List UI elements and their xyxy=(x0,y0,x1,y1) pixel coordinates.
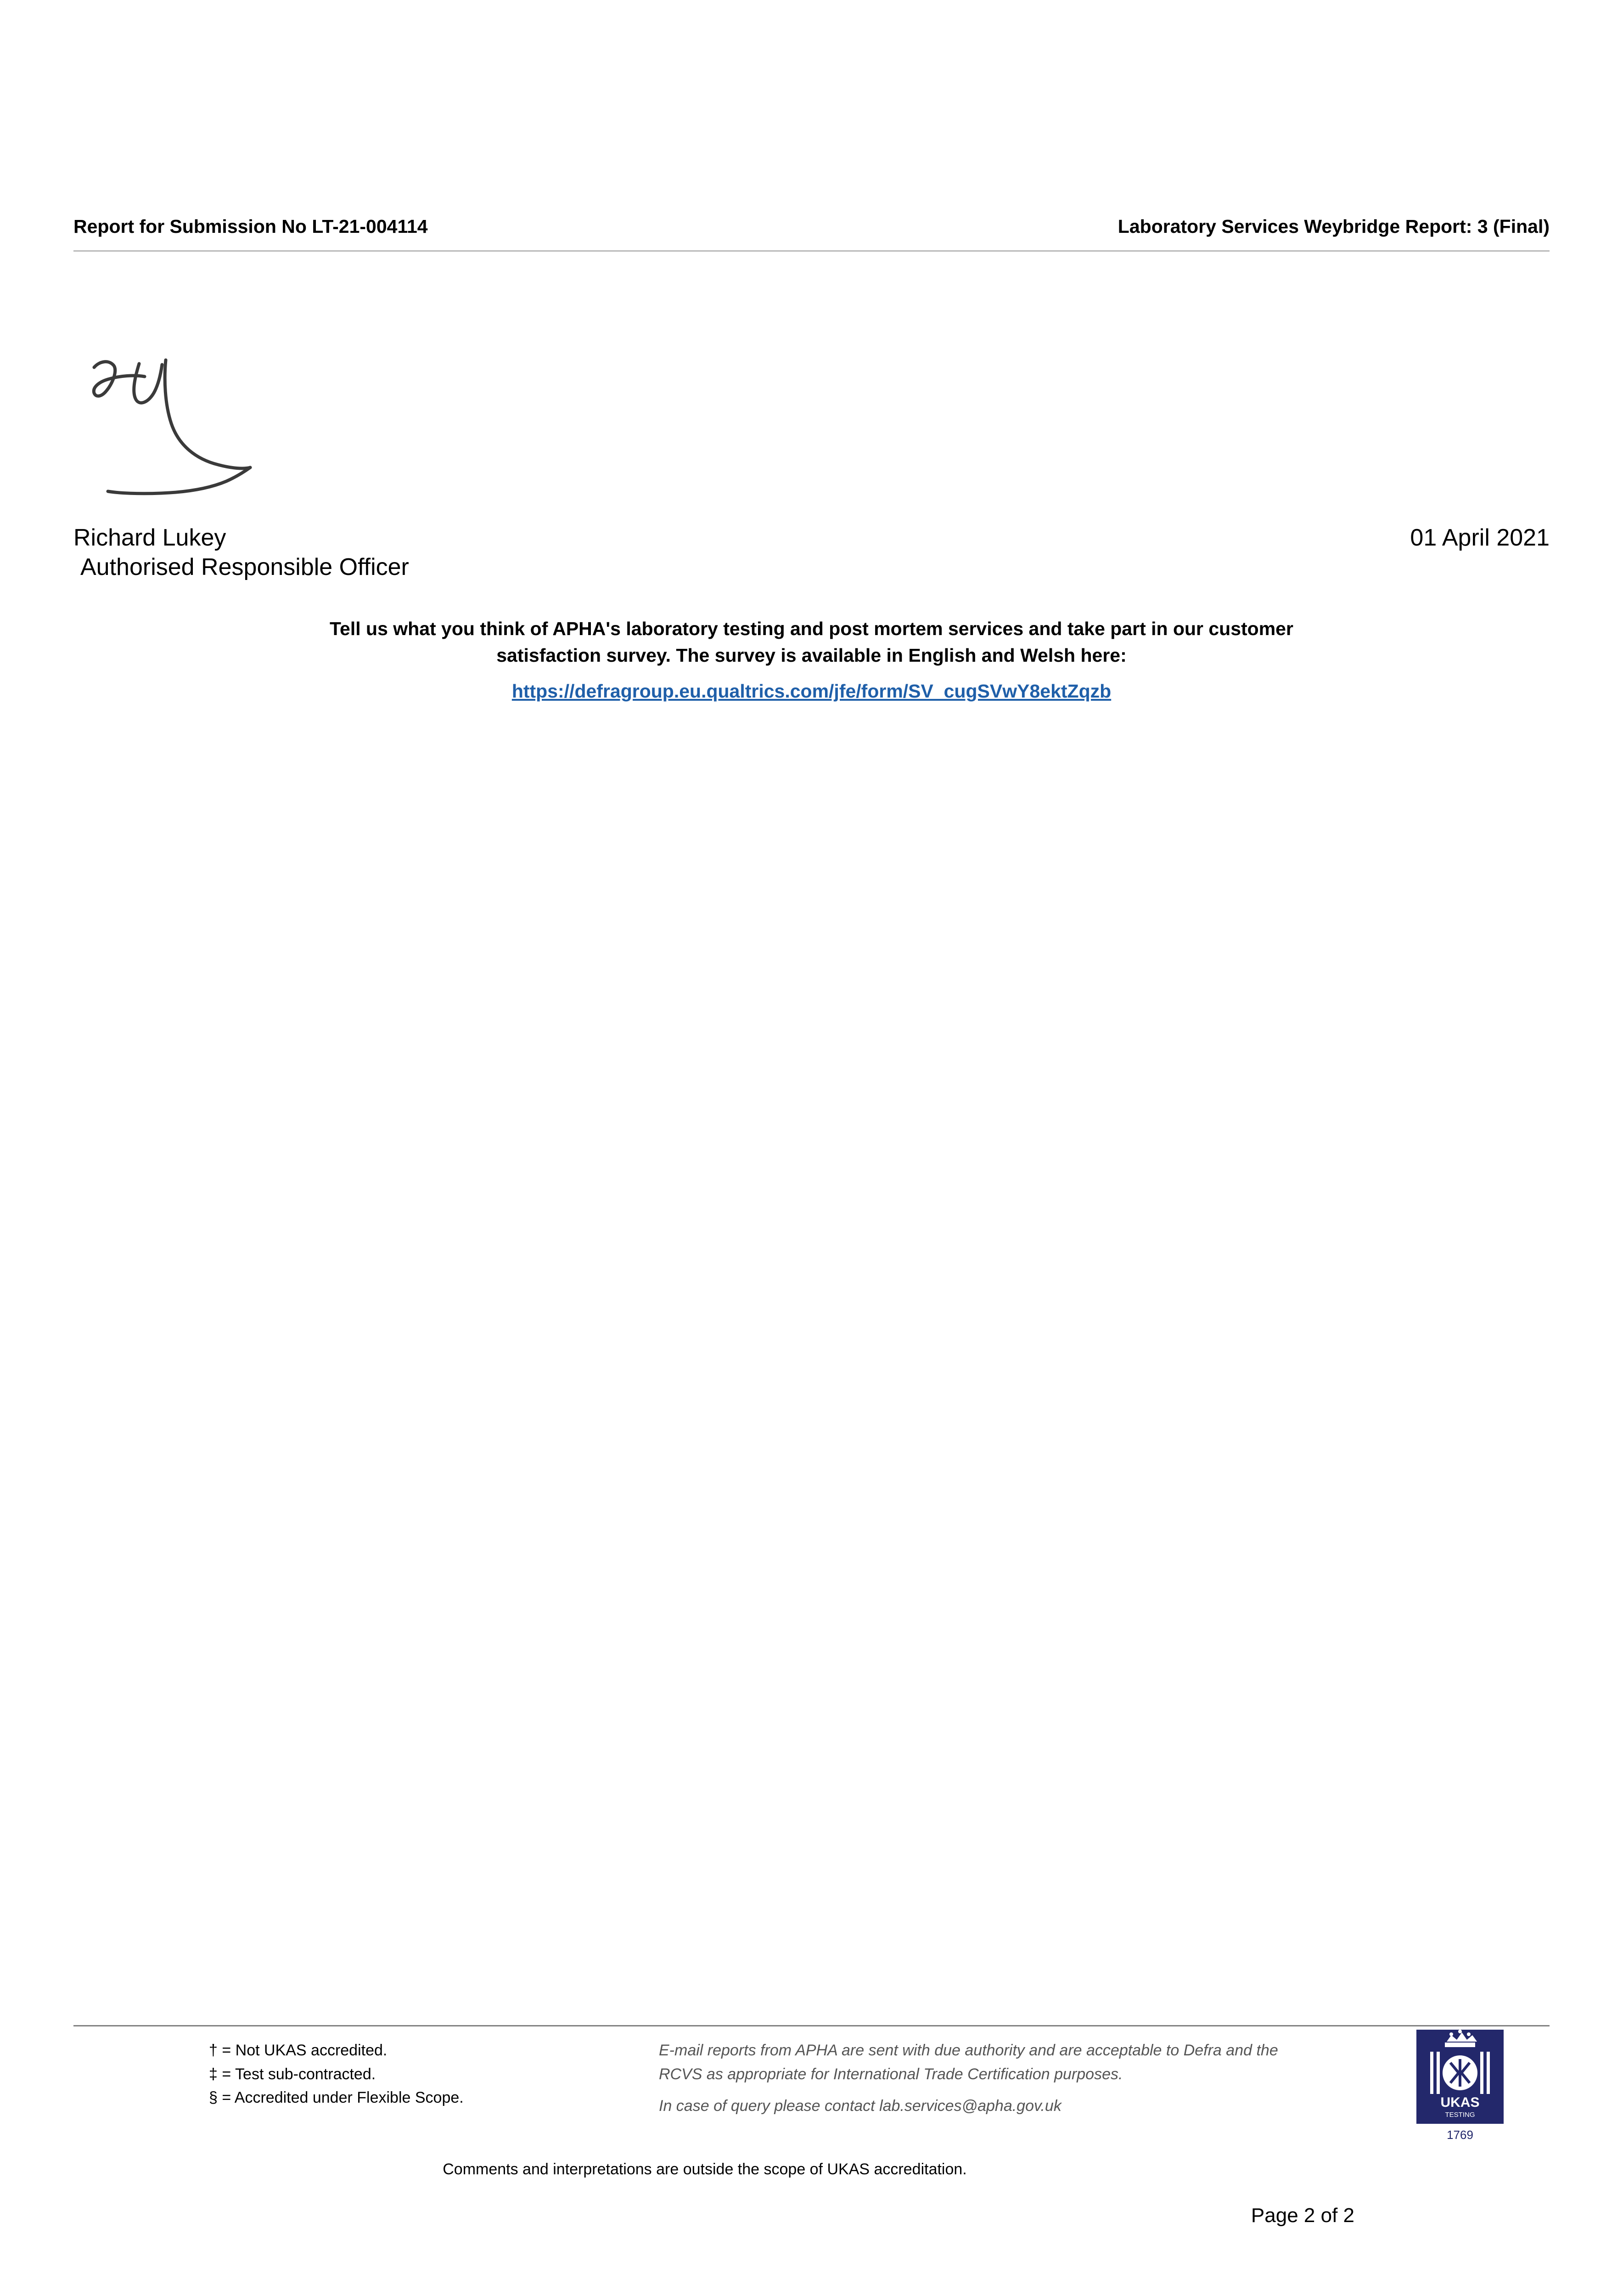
header-submission-number: Report for Submission No LT-21-004114 xyxy=(73,216,428,237)
footer-divider xyxy=(73,2025,1550,2026)
signatory-role: Authorised Responsible Officer xyxy=(80,554,409,580)
footnote-item: ‡ = Test sub-contracted. xyxy=(209,2065,376,2083)
signature-icon xyxy=(80,340,337,505)
survey-line-1: Tell us what you think of APHA's laboratory testing and post mortem services and take part in our customer xyxy=(330,618,1293,639)
svg-text:UKAS: UKAS xyxy=(1440,2095,1480,2110)
footer-disclaimer xyxy=(659,2039,1302,2118)
signature-date: 01 April 2021 xyxy=(1410,524,1550,551)
header-divider xyxy=(73,250,1550,252)
footnotes xyxy=(209,2039,464,2110)
page-number: Page 2 of 2 xyxy=(1251,2204,1354,2227)
query-contact-text: In case of query please contact lab.services@apha.gov.uk xyxy=(659,2097,1061,2115)
survey-link[interactable]: https://defragroup.eu.qualtrics.com/jfe/form/SV_cugSVwY8ektZqzb xyxy=(511,681,1112,702)
header-report-title: Laboratory Services Weybridge Report: 3 (Final) xyxy=(1118,216,1550,237)
svg-text:1769: 1769 xyxy=(1447,2128,1473,2142)
survey-invitation xyxy=(92,615,1531,705)
svg-text:TESTING: TESTING xyxy=(1445,2111,1475,2119)
ukas-logo-icon xyxy=(1416,2030,1504,2144)
ukas-scope-note: Comments and interpretations are outside the scope of UKAS accreditation. xyxy=(443,2161,967,2178)
page-header xyxy=(73,216,1550,237)
disclaimer-text: E-mail reports from APHA are sent with due authority and are acceptable to Defra and the RCVS as appropriate for International Trade Certification purposes. xyxy=(659,2042,1278,2083)
footnote-item: § = Accredited under Flexible Scope. xyxy=(209,2089,464,2107)
signatory-block xyxy=(73,523,1550,552)
survey-line-2: satisfaction survey. The survey is available in English and Welsh here: xyxy=(496,645,1127,666)
signatory-name: Richard Lukey xyxy=(73,524,226,551)
footnote-item: † = Not UKAS accredited. xyxy=(209,2042,387,2059)
